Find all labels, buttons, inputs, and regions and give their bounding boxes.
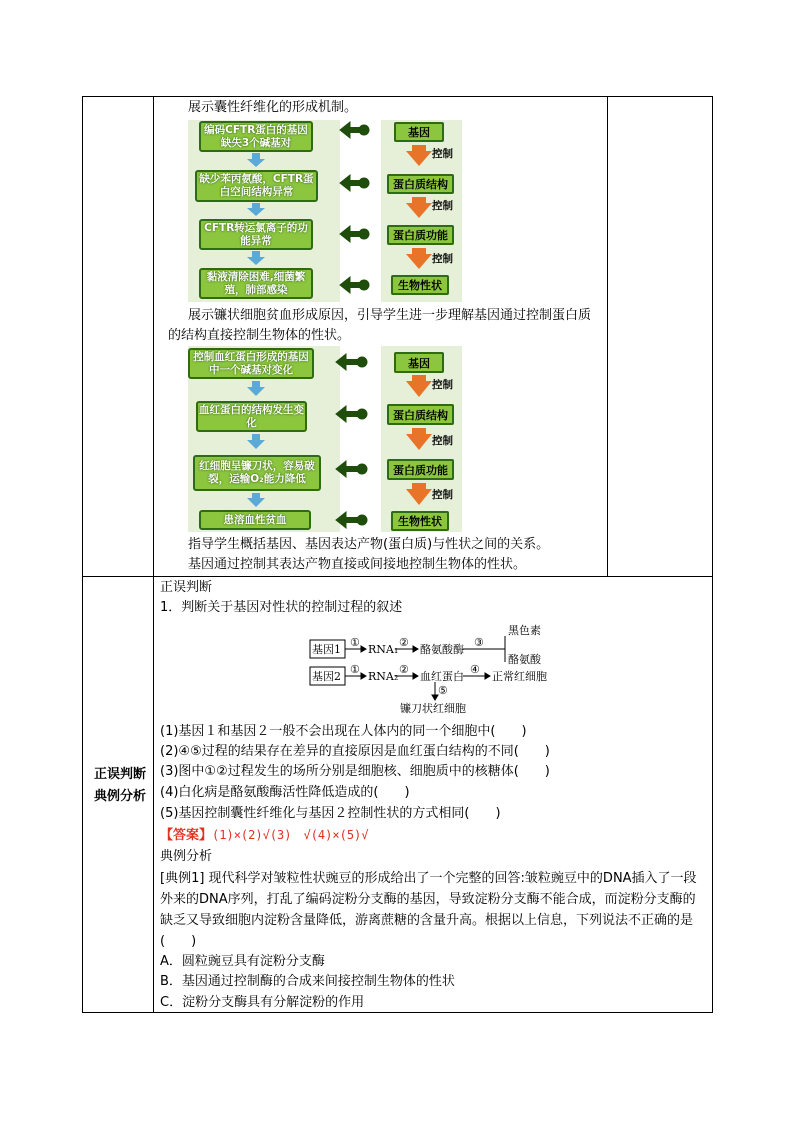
example-text: [典例1] 现代科学对皱粒性状豌豆的形成给出了一个完整的回答:皱粒豌豆中的DNA插入了一段外来的DNA序列，打乱了编码淀粉分支酶的基因，导致淀粉分支酶不能合成，而淀粉分支酶的缺乏又导致细胞内淀粉含量降低，游离蔗糖的含量升高。根据以上信息，下列说法不正确的是( ) bbox=[160, 871, 697, 949]
diag-step2: ② bbox=[399, 636, 409, 649]
answer-text: (1)×(2)√(3) √(4)×(5)√ bbox=[212, 828, 369, 842]
section-heading: 正误判断 bbox=[160, 580, 213, 595]
control-label: 控制 bbox=[432, 489, 453, 501]
diag-step3: ③ bbox=[474, 636, 484, 649]
diag-enzyme: 酪氨酸酶 bbox=[420, 643, 464, 656]
option-a: A．圆粒豌豆具有淀粉分支酶 bbox=[160, 954, 325, 969]
judgment-item: (2)④⑤过程的结果存在差异的直接原因是血红蛋白结构的不同( ) bbox=[160, 744, 550, 759]
sc-trait-box: 生物性状 bbox=[391, 511, 449, 531]
cf-step-box: 黏液清除困难,细菌繁殖，肺部感染 bbox=[199, 268, 313, 299]
diag-melanin: 黑色素 bbox=[508, 624, 541, 637]
intro-sickle-cell: 展示镰状细胞贫血形成原因，引导学生进一步理解基因通过控制蛋白质的结构直接控制生物体的性状。 bbox=[168, 308, 592, 343]
summary-line-2: 基因通过控制其表达产物直接或间接地控制生物体的性状。 bbox=[188, 557, 527, 572]
option-b: B．基因通过控制酶的合成来间接控制生物体的性状 bbox=[160, 974, 455, 989]
diag-step1: ① bbox=[350, 636, 360, 649]
sc-step-box: 控制血红蛋白形成的基因中一个碱基对变化 bbox=[188, 348, 314, 379]
diag-rna2: RNA₂ bbox=[368, 670, 399, 683]
sc-protein-function-box: 蛋白质功能 bbox=[387, 459, 454, 480]
diag-gene2: 基因2 bbox=[312, 670, 341, 683]
answer-line bbox=[160, 825, 369, 846]
cf-trait-box: 生物性状 bbox=[391, 275, 449, 295]
diag-step4: ④ bbox=[470, 663, 480, 676]
judgment-item: (1)基因１和基因２一般不会出现在人体内的同一个细胞中( ) bbox=[160, 724, 527, 739]
option-c: C．淀粉分支酶具有分解淀粉的作用 bbox=[160, 995, 365, 1010]
cf-gene-box: 基因 bbox=[394, 122, 444, 142]
control-label: 控制 bbox=[432, 435, 453, 447]
control-label: 控制 bbox=[432, 379, 453, 391]
cf-step-box: 缺少苯丙氨酸，CFTR蛋白空间结构异常 bbox=[195, 170, 318, 202]
sc-step-box: 患溶血性贫血 bbox=[199, 510, 311, 530]
diag-sickle-rbc: 镰刀状红细胞 bbox=[400, 702, 466, 715]
diag-normal-rbc: 正常红细胞 bbox=[492, 670, 547, 683]
cf-protein-structure-box: 蛋白质结构 bbox=[387, 174, 454, 194]
control-label: 控制 bbox=[432, 148, 453, 160]
diag-tyrosine: 酪氨酸 bbox=[508, 653, 541, 666]
question-title: 1．判断关于基因对性状的控制过程的叙述 bbox=[160, 600, 403, 615]
control-label: 控制 bbox=[432, 200, 453, 212]
cf-step-box: CFTR转运氯离子的功能异常 bbox=[199, 219, 313, 250]
sc-gene-box: 基因 bbox=[394, 352, 444, 373]
sc-step-box: 血红蛋白的结构发生变化 bbox=[196, 401, 307, 432]
control-label: 控制 bbox=[432, 253, 453, 265]
judgment-item: (3)图中①②过程发生的场所分别是细胞核、细胞质中的核糖体( ) bbox=[160, 764, 550, 779]
sc-step-box: 红细胞呈镰刀状，容易破裂，运输O₂能力降低 bbox=[193, 455, 321, 491]
sc-protein-structure-box: 蛋白质结构 bbox=[387, 404, 454, 425]
judgment-item: (5)基因控制囊性纤维化与基因２控制性状的方式相同( ) bbox=[160, 806, 501, 821]
judgment-item: (4)白化病是酪氨酸酶活性降低造成的( ) bbox=[160, 785, 410, 800]
answer-label: 【答案】 bbox=[160, 828, 213, 843]
diag-step2b: ② bbox=[399, 663, 409, 676]
cf-protein-function-box: 蛋白质功能 bbox=[387, 225, 454, 245]
example-heading: 典例分析 bbox=[160, 849, 213, 864]
diag-hemoglobin: 血红蛋白 bbox=[420, 670, 464, 683]
summary-line-1: 指导学生概括基因、基因表达产物(蛋白质)与性状之间的关系。 bbox=[188, 537, 550, 552]
cf-step-box: 编码CFTR蛋白的基因缺失3个碱基对 bbox=[199, 121, 313, 152]
diag-gene1: 基因1 bbox=[312, 643, 341, 656]
diag-rna1: RNA₁ bbox=[368, 643, 399, 656]
intro-cystic-fibrosis: 展示囊性纤维化的形成机制。 bbox=[188, 100, 358, 115]
row-label: 正误判断典例分析 bbox=[93, 767, 146, 804]
diag-step1b: ① bbox=[350, 663, 360, 676]
diag-step5: ⑤ bbox=[438, 684, 448, 697]
